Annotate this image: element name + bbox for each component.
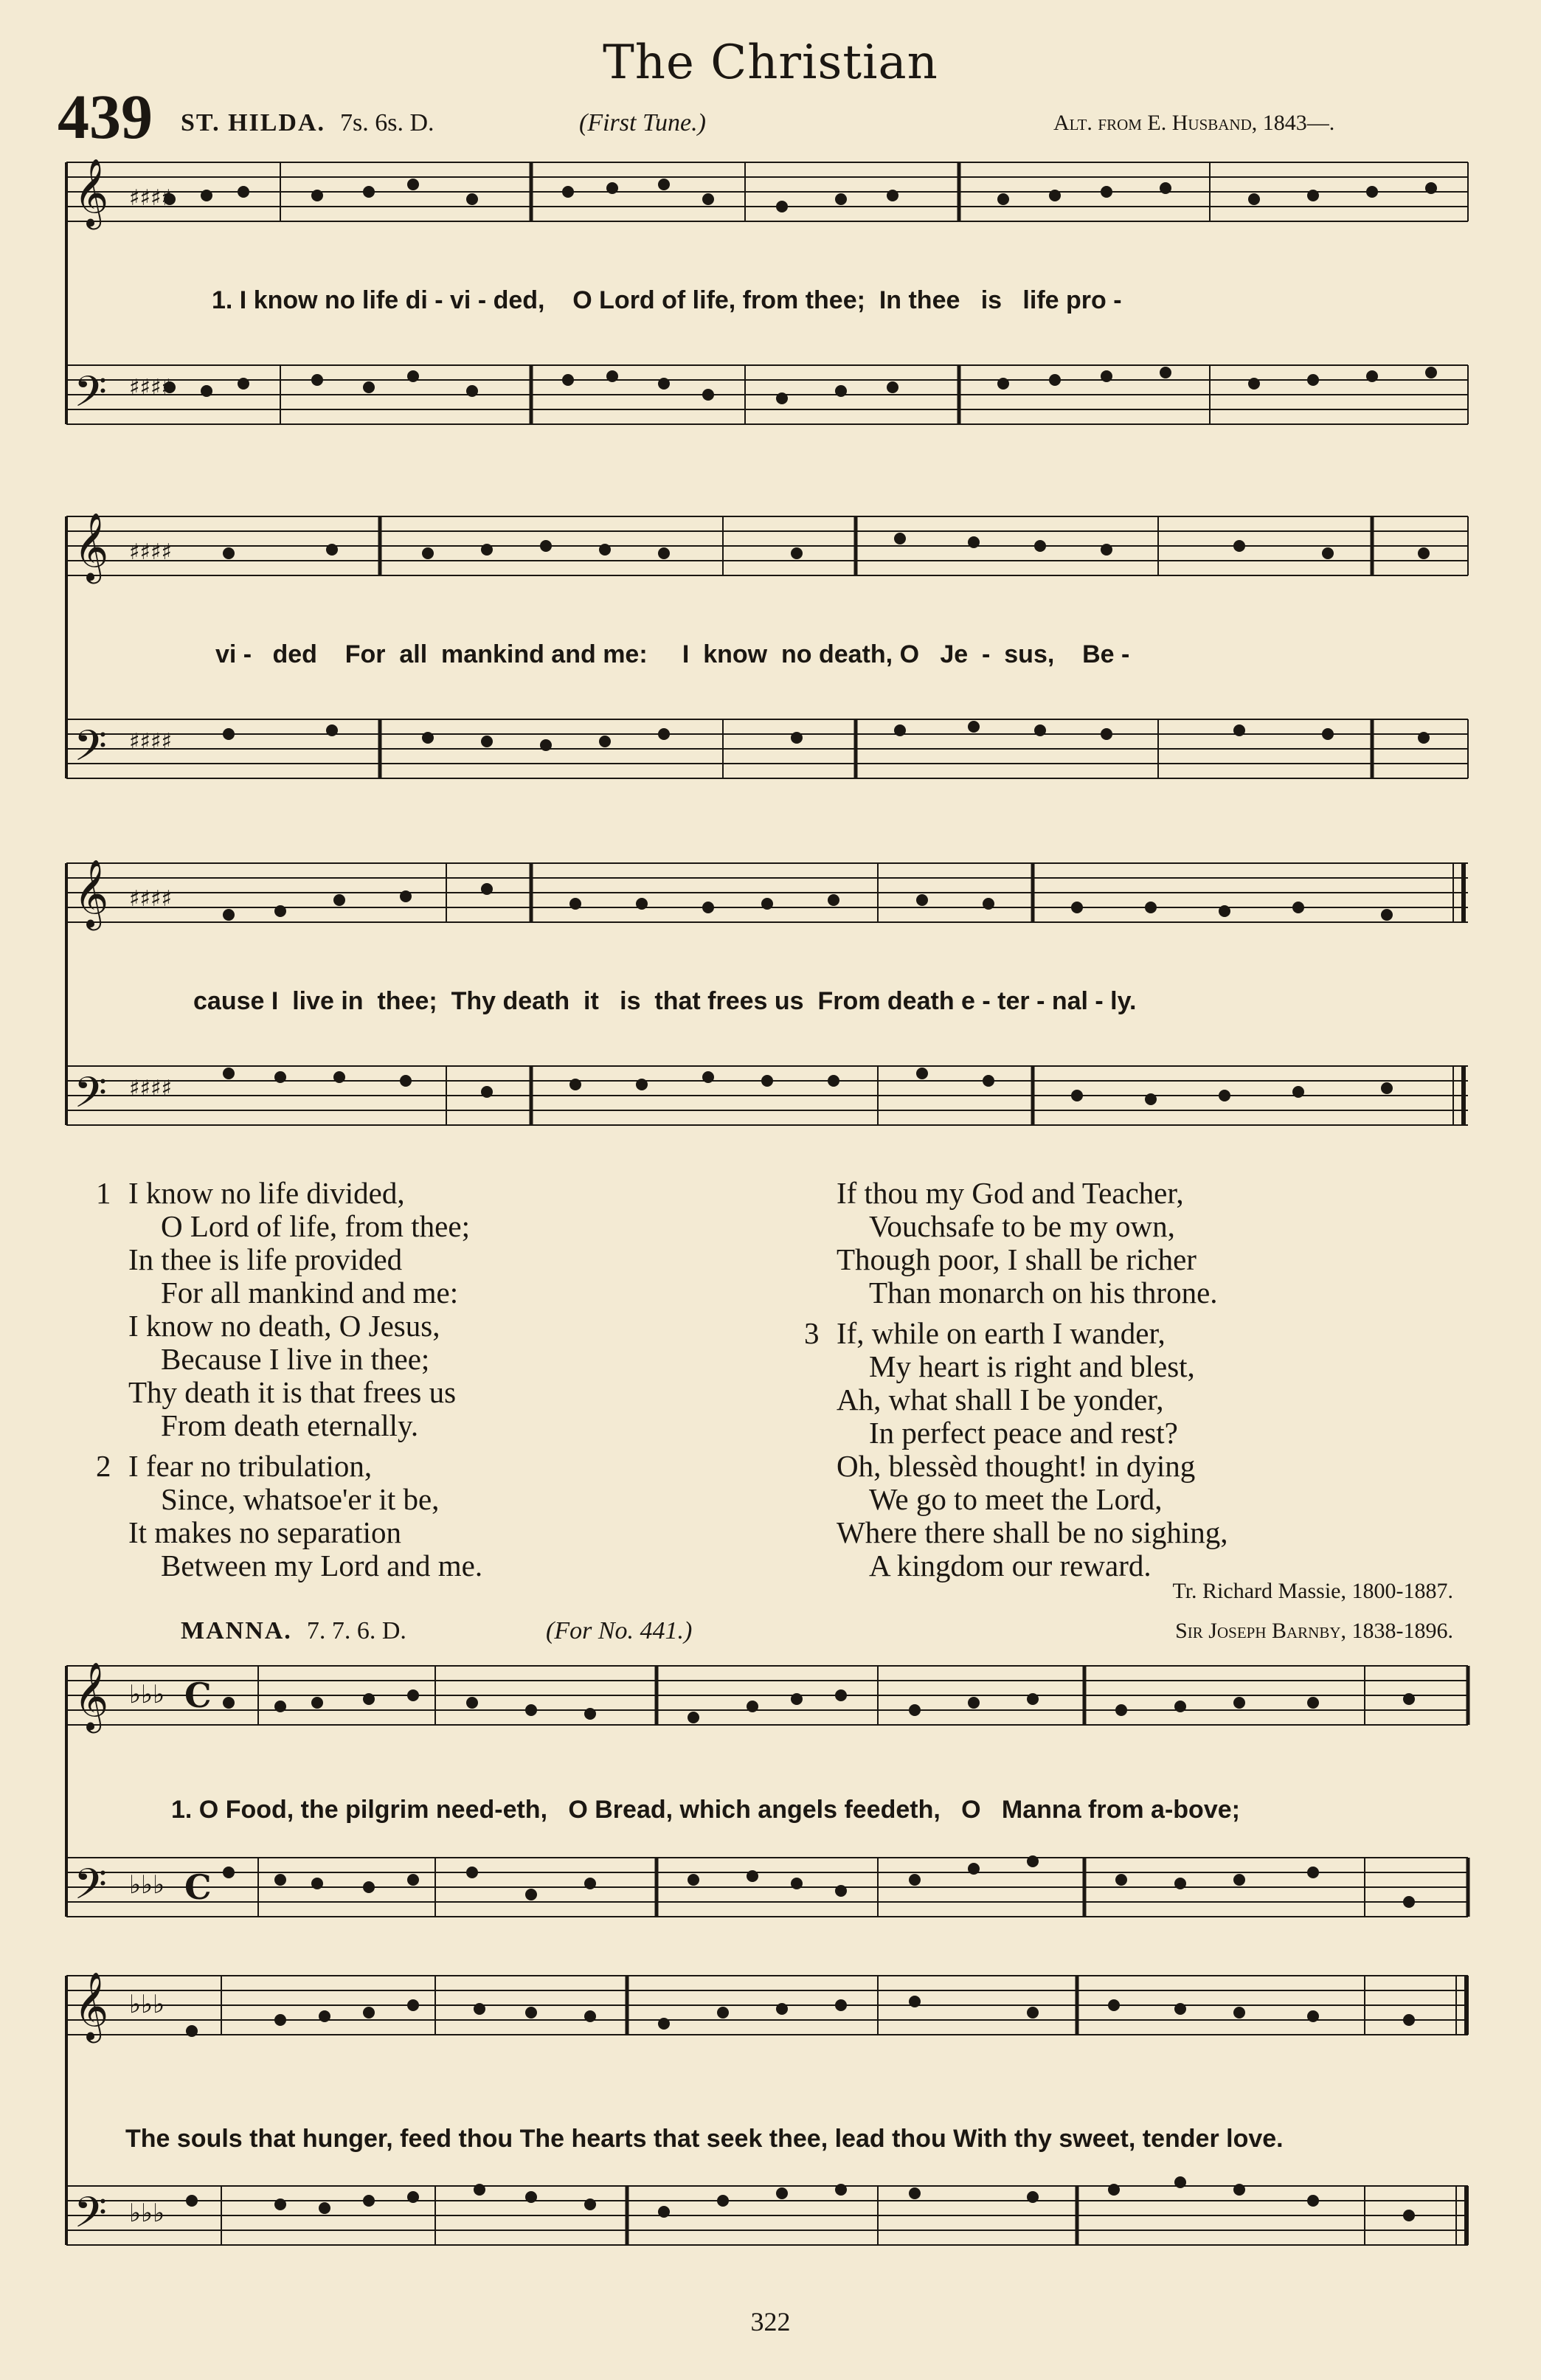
- svg-text:𝄢: 𝄢: [74, 2187, 108, 2248]
- svg-text:𝄞: 𝄞: [74, 1971, 109, 2040]
- composer-credit: Sir Joseph Barnby, 1838-1896.: [1175, 1619, 1453, 1643]
- svg-text:♭♭♭: ♭♭♭: [129, 2199, 165, 2228]
- tune-name: MANNA.: [181, 1617, 292, 1644]
- svg-text:♭♭♭: ♭♭♭: [129, 1990, 165, 2019]
- hymn-number: 439: [58, 81, 153, 152]
- verse-line: Ah, what shall I be yonder,: [837, 1383, 1164, 1416]
- svg-text:♭♭♭: ♭♭♭: [129, 1870, 165, 1900]
- meter: 7. 7. 6. D.: [306, 1617, 406, 1644]
- verse-line: If thou my God and Teacher,: [837, 1176, 1184, 1210]
- lyric-line-2: vi - ded For all mankind and me: I know no death, O Je - sus, Be -: [215, 640, 1130, 668]
- svg-text:𝄞: 𝄞: [74, 859, 109, 927]
- svg-text:𝄢: 𝄢: [74, 1859, 108, 1920]
- verse-line: Between my Lord and me.: [161, 1549, 483, 1582]
- verse-line: 1 I know no life divided,: [96, 1176, 405, 1210]
- verses-right: [804, 1177, 1228, 1582]
- svg-text:𝄞: 𝄞: [74, 158, 109, 226]
- verse-line: In perfect peace and rest?: [869, 1416, 1178, 1450]
- svg-text:𝄢: 𝄢: [74, 367, 108, 427]
- svg-text:♯♯♯♯: ♯♯♯♯: [129, 886, 173, 912]
- meter: 7s. 6s. D.: [340, 109, 434, 136]
- verse-line: In thee is life provided: [128, 1242, 403, 1276]
- svg-text:𝄞: 𝄞: [74, 1661, 109, 1730]
- verse-line: Because I live in thee;: [161, 1342, 430, 1376]
- verse-number: 1: [96, 1176, 111, 1210]
- verse-number: 2: [96, 1449, 111, 1483]
- translator-credit: Tr. Richard Massie, 1800-1887.: [1172, 1579, 1453, 1603]
- lyric-line-3: cause I live in thee; Thy death it is that frees us From death e - ter - nal - ly.: [193, 987, 1137, 1015]
- composer-credit: Alt. from E. Husband, 1843—.: [1053, 111, 1335, 135]
- verse-line: My heart is right and blest,: [869, 1349, 1195, 1383]
- verse-line: From death eternally.: [161, 1408, 419, 1442]
- page-number: 322: [750, 2307, 791, 2336]
- second-tune-header: [181, 1617, 406, 1645]
- svg-text:♭♭♭: ♭♭♭: [129, 1680, 165, 1709]
- verse-line: We go to meet the Lord,: [869, 1482, 1163, 1516]
- lyric-line-4: 1. O Food, the pilgrim need-eth, O Bread, which angels feedeth, O Manna from a-bove;: [171, 1796, 1240, 1824]
- verse-line: Since, whatsoe'er it be,: [161, 1482, 440, 1516]
- verse-number: 3: [804, 1316, 820, 1350]
- tune-name: ST. HILDA.: [181, 109, 326, 136]
- verse-line: Thy death it is that frees us: [128, 1375, 457, 1409]
- svg-text:♯♯♯♯: ♯♯♯♯: [129, 1076, 173, 1101]
- svg-text:♯♯♯♯: ♯♯♯♯: [129, 729, 173, 755]
- verses-left: [96, 1177, 482, 1582]
- section-title: The Christian: [603, 35, 938, 90]
- svg-text:𝄞: 𝄞: [74, 512, 109, 581]
- svg-text:♯♯♯♯: ♯♯♯♯: [129, 539, 173, 565]
- verse-line: Than monarch on his throne.: [869, 1276, 1218, 1310]
- lyric-line-1: 1. I know no life di - vi - ded, O Lord of life, from thee; In thee is life pro -: [212, 286, 1122, 314]
- verse-line: Where there shall be no sighing,: [837, 1515, 1228, 1549]
- verse-line: 3 If, while on earth I wander,: [804, 1316, 1166, 1350]
- svg-text:♯♯♯♯: ♯♯♯♯: [129, 185, 173, 211]
- verse-line: I know no death, O Jesus,: [128, 1309, 440, 1343]
- svg-text:♯♯♯♯: ♯♯♯♯: [129, 375, 173, 401]
- hymn-header: [181, 109, 434, 137]
- verse-line: Vouchsafe to be my own,: [869, 1209, 1175, 1243]
- tune-note: (First Tune.): [579, 109, 706, 136]
- svg-text:𝄢: 𝄢: [74, 721, 108, 781]
- svg-text:C: C: [184, 1867, 212, 1907]
- lyric-line-5: The souls that hunger, feed thou The hearts that seek thee, lead thou With thy sweet, tender love.: [125, 2125, 1284, 2153]
- verse-line: Oh, blessèd thought! in dying: [837, 1449, 1196, 1483]
- svg-text:C: C: [184, 1675, 212, 1715]
- svg-text:𝄢: 𝄢: [74, 1068, 108, 1128]
- verse-line: It makes no separation: [128, 1515, 402, 1549]
- verse-line: For all mankind and me:: [161, 1276, 459, 1310]
- verse-line: Though poor, I shall be richer: [837, 1242, 1197, 1276]
- tune-note: (For No. 441.): [546, 1617, 693, 1644]
- verse-line: 2 I fear no tribulation,: [96, 1449, 373, 1483]
- verse-line: A kingdom our reward.: [869, 1549, 1152, 1582]
- verse-line: O Lord of life, from thee;: [161, 1209, 470, 1243]
